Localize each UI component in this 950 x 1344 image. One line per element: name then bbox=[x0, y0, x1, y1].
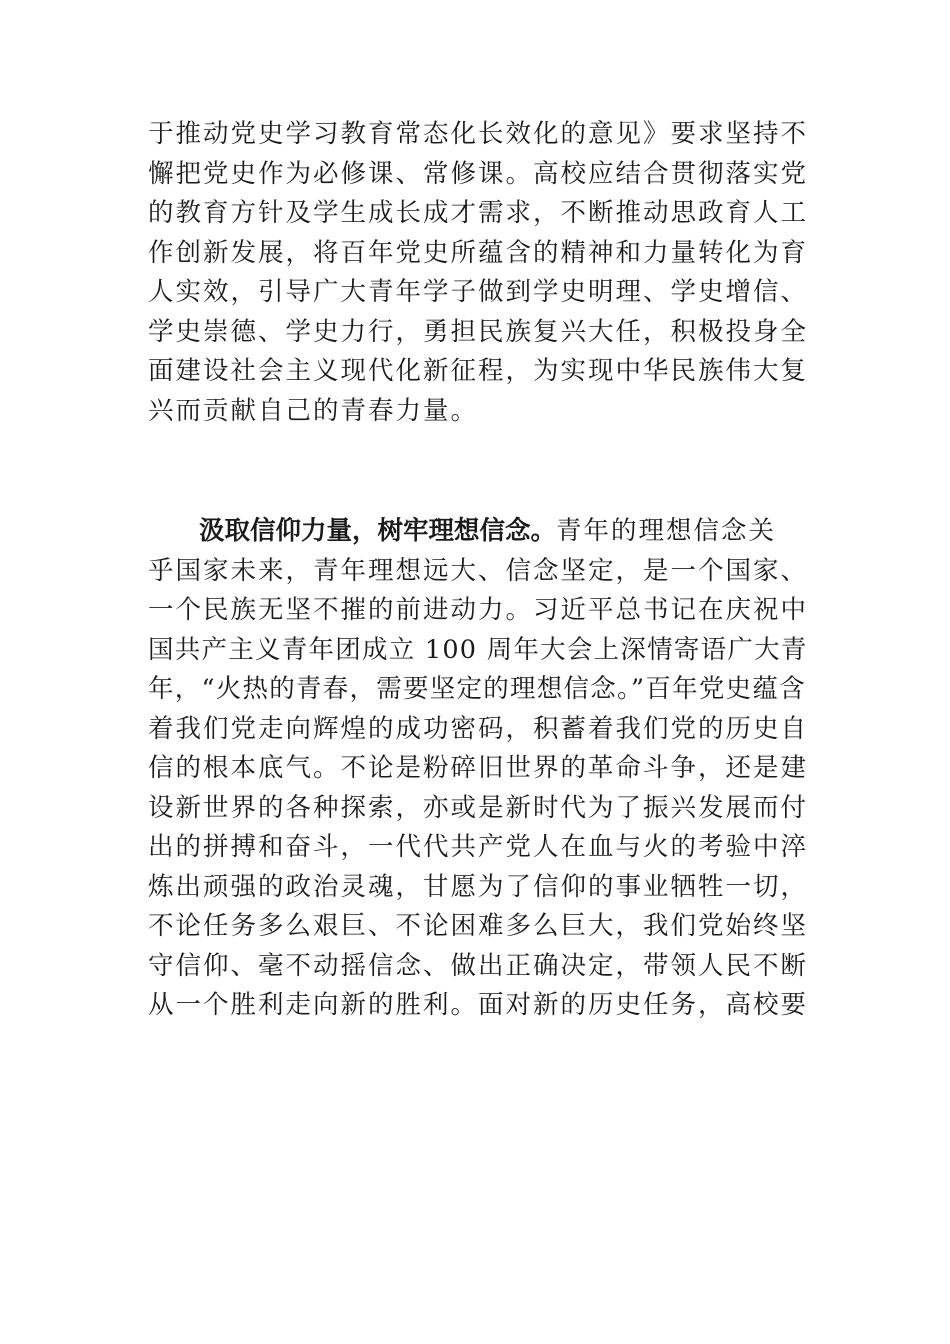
paragraph-2-line-7: 信的根本底气。不论是粉碎旧世界的革命斗争，还是建 bbox=[148, 753, 809, 783]
paragraph-2-line-4: 国共产主义青年团成立 100 周年大会上深情寄语广大青 bbox=[148, 634, 808, 665]
paragraph-2-line-8: 设新世界的各种探索，亦或是新时代为了振兴发展而付 bbox=[148, 792, 809, 823]
paragraph-1-line-3: 的教育方针及学生成长成才需求，不断推动思政育人工 bbox=[148, 198, 809, 228]
paragraph-2-line-9: 出的拼搏和奋斗，一代代共产党人在血与火的考验中淬 bbox=[148, 832, 809, 862]
paragraph-1-line-2: 懈把党史作为必修课、常修课。高校应结合贯彻落实党 bbox=[148, 158, 809, 189]
paragraph-2-line-5: 年，“火热的青春，需要坚定的理想信念。”百年党史蕴含 bbox=[148, 674, 806, 704]
paragraph-2-line-11: 不论任务多么艰巨、不论困难多么巨大，我们党始终坚 bbox=[148, 911, 809, 941]
paragraph-1-line-1: 于推动党史学习教育常态化长效化的意见》要求坚持不 bbox=[148, 119, 809, 149]
paragraph-2-line-2: 乎国家未来，青年理想远大、信念坚定，是一个国家、 bbox=[148, 555, 809, 586]
paragraph-1-line-7: 面建设社会主义现代化新征程，为实现中华民族伟大复 bbox=[148, 356, 809, 386]
paragraph-2-line-1-text: 青年的理想信念关 bbox=[556, 516, 777, 546]
paragraph-1-line-4: 作创新发展，将百年党史所蕴含的精神和力量转化为育 bbox=[148, 237, 809, 268]
paragraph-1-line-5: 人实效，引导广大青年学子做到学史明理、学史增信、 bbox=[148, 277, 809, 307]
paragraph-1-line-8: 兴而贡献自己的青春力量。 bbox=[148, 395, 479, 426]
paragraph-2-line-10: 炼出顽强的政治灵魂，甘愿为了信仰的事业牺牲一切， bbox=[148, 871, 809, 902]
paragraph-2-line-12: 守信仰、毫不动摇信念、做出正确决定，带领人民不断 bbox=[148, 950, 809, 981]
section-heading: 汲取信仰力量，树牢理想信念。 bbox=[199, 516, 557, 546]
paragraph-2-line-13: 从一个胜利走向新的胜利。面对新的历史任务，高校要 bbox=[148, 990, 809, 1020]
paragraph-1-line-6: 学史崇德、学史力行，勇担民族复兴大任，积极投身全 bbox=[148, 316, 809, 347]
paragraph-2-line-6: 着我们党走向辉煌的成功密码，积蓄着我们党的历史自 bbox=[148, 713, 809, 744]
paragraph-2-line-1 bbox=[148, 512, 808, 552]
paragraph-2 bbox=[148, 512, 808, 1026]
paragraph-1 bbox=[148, 115, 808, 431]
paragraph-2-line-3: 一个民族无坚不摧的前进动力。习近平总书记在庆祝中 bbox=[148, 595, 809, 625]
